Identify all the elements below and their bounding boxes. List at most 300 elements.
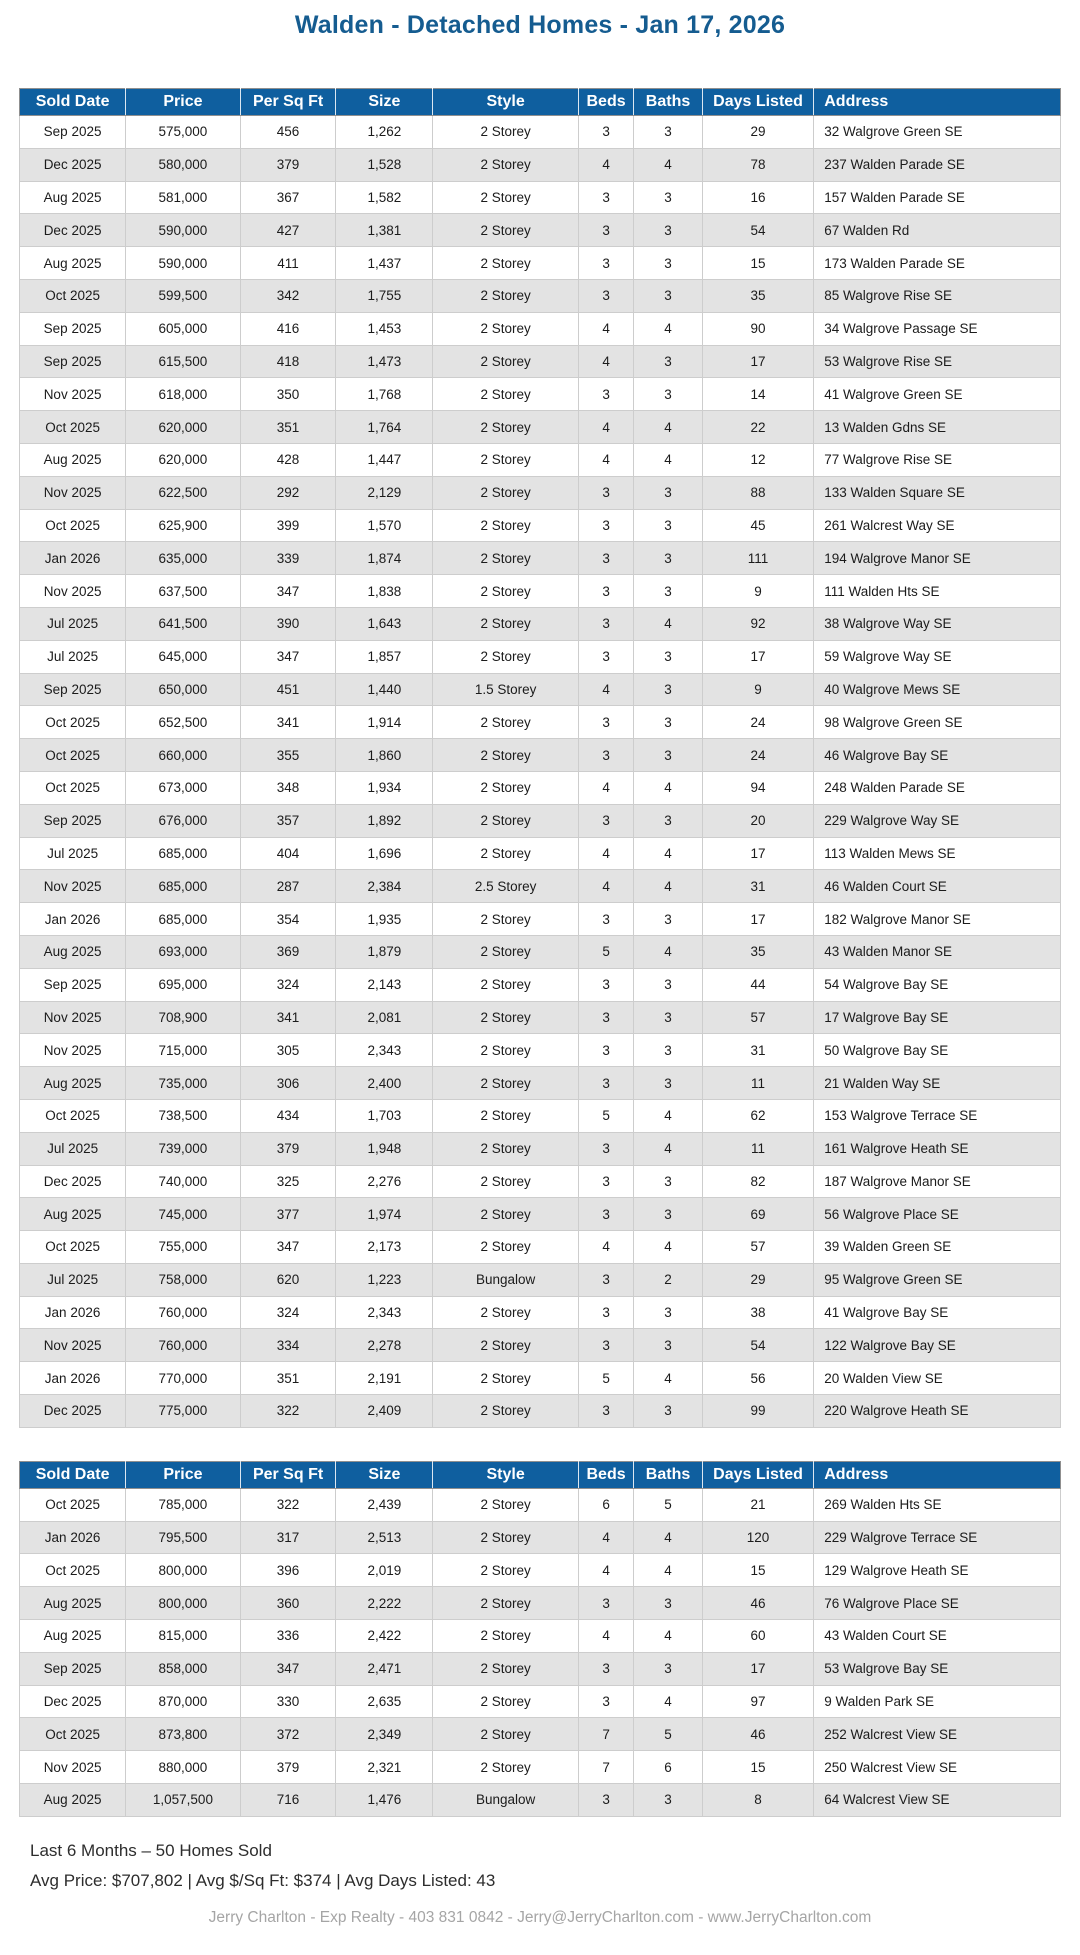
table-row bbox=[20, 1099, 1061, 1132]
table-row bbox=[20, 443, 1061, 476]
cell-baths: 4 bbox=[634, 837, 703, 870]
table-row bbox=[20, 312, 1061, 345]
cell-size: 1,935 bbox=[336, 903, 433, 936]
cell-beds: 3 bbox=[578, 247, 633, 280]
cell-baths: 3 bbox=[634, 345, 703, 378]
cell-beds: 3 bbox=[578, 279, 633, 312]
cell-days-listed: 14 bbox=[702, 378, 813, 411]
cell-address: 85 Walgrove Rise SE bbox=[814, 279, 1061, 312]
cell-address: 40 Walgrove Mews SE bbox=[814, 673, 1061, 706]
cell-days-listed: 12 bbox=[702, 443, 813, 476]
table-row bbox=[20, 771, 1061, 804]
cell-days-listed: 90 bbox=[702, 312, 813, 345]
table-row bbox=[20, 1296, 1061, 1329]
cell-days-listed: 111 bbox=[702, 542, 813, 575]
cell-style: 2 Storey bbox=[433, 1685, 579, 1718]
table-row bbox=[20, 1067, 1061, 1100]
table-row bbox=[20, 1001, 1061, 1034]
cell-price: 618,000 bbox=[126, 378, 241, 411]
cell-price: 590,000 bbox=[126, 247, 241, 280]
cell-per-sq-ft: 287 bbox=[240, 870, 336, 903]
cell-address: 43 Walden Manor SE bbox=[814, 935, 1061, 968]
cell-beds: 4 bbox=[578, 312, 633, 345]
cell-price: 620,000 bbox=[126, 443, 241, 476]
cell-sold-date: Aug 2025 bbox=[20, 181, 126, 214]
cell-beds: 3 bbox=[578, 1165, 633, 1198]
cell-baths: 4 bbox=[634, 1685, 703, 1718]
cell-days-listed: 60 bbox=[702, 1620, 813, 1653]
cell-address: 64 Walcrest View SE bbox=[814, 1784, 1061, 1817]
cell-baths: 3 bbox=[634, 640, 703, 673]
cell-style: 2 Storey bbox=[433, 640, 579, 673]
cell-address: 53 Walgrove Bay SE bbox=[814, 1652, 1061, 1685]
cell-price: 739,000 bbox=[126, 1132, 241, 1165]
cell-days-listed: 9 bbox=[702, 575, 813, 608]
cell-style: 2 Storey bbox=[433, 1554, 579, 1587]
table-row bbox=[20, 935, 1061, 968]
cell-sold-date: Jul 2025 bbox=[20, 837, 126, 870]
cell-beds: 3 bbox=[578, 706, 633, 739]
table-row bbox=[20, 378, 1061, 411]
cell-size: 1,860 bbox=[336, 739, 433, 772]
cell-sold-date: Jan 2026 bbox=[20, 1521, 126, 1554]
cell-days-listed: 56 bbox=[702, 1362, 813, 1395]
cell-baths: 2 bbox=[634, 1263, 703, 1296]
cell-sold-date: Nov 2025 bbox=[20, 1329, 126, 1362]
table-row bbox=[20, 542, 1061, 575]
cell-per-sq-ft: 347 bbox=[240, 575, 336, 608]
cell-beds: 4 bbox=[578, 837, 633, 870]
cell-size: 2,409 bbox=[336, 1395, 433, 1428]
cell-beds: 4 bbox=[578, 1620, 633, 1653]
cell-size: 1,696 bbox=[336, 837, 433, 870]
table-row bbox=[20, 345, 1061, 378]
cell-beds: 4 bbox=[578, 443, 633, 476]
cell-size: 1,473 bbox=[336, 345, 433, 378]
cell-days-listed: 35 bbox=[702, 935, 813, 968]
cell-sold-date: Aug 2025 bbox=[20, 247, 126, 280]
cell-days-listed: 31 bbox=[702, 1034, 813, 1067]
cell-size: 2,343 bbox=[336, 1296, 433, 1329]
cell-baths: 3 bbox=[634, 1198, 703, 1231]
cell-per-sq-ft: 396 bbox=[240, 1554, 336, 1587]
cell-address: 229 Walgrove Terrace SE bbox=[814, 1521, 1061, 1554]
cell-sold-date: Nov 2025 bbox=[20, 575, 126, 608]
cell-sold-date: Aug 2025 bbox=[20, 1587, 126, 1620]
cell-price: 676,000 bbox=[126, 804, 241, 837]
cell-sold-date: Oct 2025 bbox=[20, 1488, 126, 1521]
cell-baths: 4 bbox=[634, 1554, 703, 1587]
table-row bbox=[20, 1165, 1061, 1198]
cell-baths: 3 bbox=[634, 706, 703, 739]
cell-address: 229 Walgrove Way SE bbox=[814, 804, 1061, 837]
cell-days-listed: 88 bbox=[702, 476, 813, 509]
cell-days-listed: 24 bbox=[702, 739, 813, 772]
cell-per-sq-ft: 427 bbox=[240, 214, 336, 247]
cell-beds: 3 bbox=[578, 1001, 633, 1034]
cell-address: 77 Walgrove Rise SE bbox=[814, 443, 1061, 476]
cell-address: 98 Walgrove Green SE bbox=[814, 706, 1061, 739]
footer-contact: Jerry Charlton - Exp Realty - 403 831 0842 - Jerry@JerryCharlton.com - www.JerryCharlton.com bbox=[208, 1908, 872, 1926]
table-row bbox=[20, 1587, 1061, 1620]
cell-days-listed: 57 bbox=[702, 1231, 813, 1264]
cell-size: 1,838 bbox=[336, 575, 433, 608]
cell-size: 1,934 bbox=[336, 771, 433, 804]
column-header-price: Price bbox=[126, 1461, 241, 1488]
cell-style: 2 Storey bbox=[433, 542, 579, 575]
cell-baths: 3 bbox=[634, 804, 703, 837]
cell-per-sq-ft: 322 bbox=[240, 1488, 336, 1521]
cell-address: 46 Walgrove Bay SE bbox=[814, 739, 1061, 772]
cell-beds: 4 bbox=[578, 148, 633, 181]
cell-size: 1,440 bbox=[336, 673, 433, 706]
cell-per-sq-ft: 342 bbox=[240, 279, 336, 312]
cell-style: 2 Storey bbox=[433, 1751, 579, 1784]
cell-baths: 4 bbox=[634, 1132, 703, 1165]
cell-baths: 4 bbox=[634, 443, 703, 476]
cell-per-sq-ft: 305 bbox=[240, 1034, 336, 1067]
cell-sold-date: Nov 2025 bbox=[20, 870, 126, 903]
cell-price: 673,000 bbox=[126, 771, 241, 804]
cell-price: 740,000 bbox=[126, 1165, 241, 1198]
cell-sold-date: Oct 2025 bbox=[20, 706, 126, 739]
cell-days-listed: 17 bbox=[702, 837, 813, 870]
cell-baths: 3 bbox=[634, 575, 703, 608]
cell-size: 1,582 bbox=[336, 181, 433, 214]
cell-baths: 4 bbox=[634, 1231, 703, 1264]
cell-beds: 3 bbox=[578, 1132, 633, 1165]
cell-per-sq-ft: 456 bbox=[240, 116, 336, 149]
cell-per-sq-ft: 411 bbox=[240, 247, 336, 280]
cell-style: 2 Storey bbox=[433, 1132, 579, 1165]
cell-days-listed: 11 bbox=[702, 1067, 813, 1100]
cell-address: 95 Walgrove Green SE bbox=[814, 1263, 1061, 1296]
cell-address: 41 Walgrove Green SE bbox=[814, 378, 1061, 411]
summary bbox=[30, 1841, 1080, 1891]
cell-size: 1,223 bbox=[336, 1263, 433, 1296]
cell-style: 2 Storey bbox=[433, 575, 579, 608]
cell-size: 2,349 bbox=[336, 1718, 433, 1751]
table-row bbox=[20, 1751, 1061, 1784]
cell-price: 715,000 bbox=[126, 1034, 241, 1067]
sales-table-bottom bbox=[19, 1461, 1061, 1817]
cell-per-sq-ft: 369 bbox=[240, 935, 336, 968]
cell-price: 685,000 bbox=[126, 837, 241, 870]
cell-baths: 4 bbox=[634, 312, 703, 345]
cell-per-sq-ft: 428 bbox=[240, 443, 336, 476]
cell-address: 113 Walden Mews SE bbox=[814, 837, 1061, 870]
cell-per-sq-ft: 348 bbox=[240, 771, 336, 804]
cell-beds: 3 bbox=[578, 1685, 633, 1718]
table-row bbox=[20, 804, 1061, 837]
cell-per-sq-ft: 434 bbox=[240, 1099, 336, 1132]
cell-style: 2 Storey bbox=[433, 903, 579, 936]
cell-sold-date: Aug 2025 bbox=[20, 443, 126, 476]
cell-per-sq-ft: 390 bbox=[240, 607, 336, 640]
cell-days-listed: 21 bbox=[702, 1488, 813, 1521]
cell-address: 173 Walden Parade SE bbox=[814, 247, 1061, 280]
cell-price: 575,000 bbox=[126, 116, 241, 149]
cell-style: 2.5 Storey bbox=[433, 870, 579, 903]
cell-address: 20 Walden View SE bbox=[814, 1362, 1061, 1395]
cell-sold-date: Oct 2025 bbox=[20, 1231, 126, 1264]
cell-price: 635,000 bbox=[126, 542, 241, 575]
cell-beds: 4 bbox=[578, 870, 633, 903]
cell-baths: 3 bbox=[634, 1395, 703, 1428]
cell-address: 261 Walcrest Way SE bbox=[814, 509, 1061, 542]
cell-price: 758,000 bbox=[126, 1263, 241, 1296]
cell-beds: 3 bbox=[578, 968, 633, 1001]
cell-baths: 3 bbox=[634, 903, 703, 936]
column-header-baths: Baths bbox=[634, 1461, 703, 1488]
cell-days-listed: 17 bbox=[702, 345, 813, 378]
header-row bbox=[20, 1461, 1061, 1488]
cell-address: 34 Walgrove Passage SE bbox=[814, 312, 1061, 345]
cell-address: 67 Walden Rd bbox=[814, 214, 1061, 247]
cell-baths: 3 bbox=[634, 1296, 703, 1329]
cell-beds: 3 bbox=[578, 575, 633, 608]
cell-days-listed: 97 bbox=[702, 1685, 813, 1718]
cell-size: 1,764 bbox=[336, 411, 433, 444]
cell-size: 2,129 bbox=[336, 476, 433, 509]
cell-beds: 3 bbox=[578, 214, 633, 247]
cell-days-listed: 92 bbox=[702, 607, 813, 640]
cell-address: 122 Walgrove Bay SE bbox=[814, 1329, 1061, 1362]
cell-price: 620,000 bbox=[126, 411, 241, 444]
cell-address: 248 Walden Parade SE bbox=[814, 771, 1061, 804]
cell-style: 2 Storey bbox=[433, 1067, 579, 1100]
cell-beds: 5 bbox=[578, 935, 633, 968]
cell-address: 46 Walden Court SE bbox=[814, 870, 1061, 903]
table-row bbox=[20, 1198, 1061, 1231]
table-row bbox=[20, 1554, 1061, 1587]
cell-beds: 4 bbox=[578, 1554, 633, 1587]
cell-baths: 4 bbox=[634, 1362, 703, 1395]
cell-style: 2 Storey bbox=[433, 739, 579, 772]
cell-sold-date: Jul 2025 bbox=[20, 607, 126, 640]
cell-price: 685,000 bbox=[126, 870, 241, 903]
cell-price: 755,000 bbox=[126, 1231, 241, 1264]
cell-style: 2 Storey bbox=[433, 476, 579, 509]
cell-price: 880,000 bbox=[126, 1751, 241, 1784]
cell-price: 795,500 bbox=[126, 1521, 241, 1554]
cell-style: 2 Storey bbox=[433, 411, 579, 444]
cell-per-sq-ft: 341 bbox=[240, 1001, 336, 1034]
cell-days-listed: 69 bbox=[702, 1198, 813, 1231]
cell-per-sq-ft: 322 bbox=[240, 1395, 336, 1428]
cell-style: 2 Storey bbox=[433, 1001, 579, 1034]
cell-size: 1,755 bbox=[336, 279, 433, 312]
cell-style: 2 Storey bbox=[433, 1587, 579, 1620]
cell-size: 1,437 bbox=[336, 247, 433, 280]
cell-baths: 4 bbox=[634, 1521, 703, 1554]
cell-days-listed: 57 bbox=[702, 1001, 813, 1034]
cell-days-listed: 11 bbox=[702, 1132, 813, 1165]
cell-price: 800,000 bbox=[126, 1554, 241, 1587]
cell-style: 2 Storey bbox=[433, 935, 579, 968]
cell-baths: 3 bbox=[634, 1329, 703, 1362]
cell-per-sq-ft: 347 bbox=[240, 640, 336, 673]
cell-style: 2 Storey bbox=[433, 1521, 579, 1554]
cell-address: 157 Walden Parade SE bbox=[814, 181, 1061, 214]
cell-per-sq-ft: 324 bbox=[240, 1296, 336, 1329]
cell-days-listed: 16 bbox=[702, 181, 813, 214]
cell-address: 194 Walgrove Manor SE bbox=[814, 542, 1061, 575]
cell-days-listed: 20 bbox=[702, 804, 813, 837]
cell-beds: 3 bbox=[578, 1395, 633, 1428]
cell-per-sq-ft: 341 bbox=[240, 706, 336, 739]
cell-sold-date: Jan 2026 bbox=[20, 903, 126, 936]
cell-per-sq-ft: 355 bbox=[240, 739, 336, 772]
table-row bbox=[20, 870, 1061, 903]
cell-style: 2 Storey bbox=[433, 116, 579, 149]
cell-beds: 3 bbox=[578, 509, 633, 542]
column-header-beds: Beds bbox=[578, 89, 633, 116]
cell-size: 2,143 bbox=[336, 968, 433, 1001]
cell-sold-date: Dec 2025 bbox=[20, 1165, 126, 1198]
cell-days-listed: 15 bbox=[702, 1554, 813, 1587]
cell-days-listed: 9 bbox=[702, 673, 813, 706]
cell-style: 2 Storey bbox=[433, 1718, 579, 1751]
cell-baths: 3 bbox=[634, 673, 703, 706]
cell-style: 2 Storey bbox=[433, 1034, 579, 1067]
cell-size: 1,892 bbox=[336, 804, 433, 837]
table-row bbox=[20, 411, 1061, 444]
table-header bbox=[20, 1461, 1061, 1488]
cell-beds: 3 bbox=[578, 1652, 633, 1685]
cell-days-listed: 38 bbox=[702, 1296, 813, 1329]
cell-style: 2 Storey bbox=[433, 1362, 579, 1395]
cell-address: 220 Walgrove Heath SE bbox=[814, 1395, 1061, 1428]
cell-address: 182 Walgrove Manor SE bbox=[814, 903, 1061, 936]
cell-style: 2 Storey bbox=[433, 1652, 579, 1685]
cell-days-listed: 94 bbox=[702, 771, 813, 804]
cell-days-listed: 120 bbox=[702, 1521, 813, 1554]
cell-sold-date: Oct 2025 bbox=[20, 739, 126, 772]
cell-size: 2,422 bbox=[336, 1620, 433, 1653]
cell-per-sq-ft: 360 bbox=[240, 1587, 336, 1620]
cell-baths: 4 bbox=[634, 870, 703, 903]
cell-address: 41 Walgrove Bay SE bbox=[814, 1296, 1061, 1329]
cell-baths: 3 bbox=[634, 1034, 703, 1067]
cell-style: 2 Storey bbox=[433, 706, 579, 739]
cell-size: 2,173 bbox=[336, 1231, 433, 1264]
cell-sold-date: Oct 2025 bbox=[20, 1718, 126, 1751]
column-header-days-listed: Days Listed bbox=[702, 1461, 813, 1488]
sales-table-top bbox=[19, 88, 1061, 1428]
cell-per-sq-ft: 404 bbox=[240, 837, 336, 870]
cell-price: 652,500 bbox=[126, 706, 241, 739]
cell-beds: 3 bbox=[578, 1329, 633, 1362]
cell-beds: 3 bbox=[578, 542, 633, 575]
cell-per-sq-ft: 347 bbox=[240, 1652, 336, 1685]
cell-sold-date: Nov 2025 bbox=[20, 476, 126, 509]
cell-style: 2 Storey bbox=[433, 214, 579, 247]
cell-address: 39 Walden Green SE bbox=[814, 1231, 1061, 1264]
cell-style: 2 Storey bbox=[433, 312, 579, 345]
cell-sold-date: Oct 2025 bbox=[20, 279, 126, 312]
cell-days-listed: 24 bbox=[702, 706, 813, 739]
cell-days-listed: 45 bbox=[702, 509, 813, 542]
table-row bbox=[20, 640, 1061, 673]
cell-style: 2 Storey bbox=[433, 1329, 579, 1362]
cell-baths: 3 bbox=[634, 214, 703, 247]
cell-address: 59 Walgrove Way SE bbox=[814, 640, 1061, 673]
cell-style: 2 Storey bbox=[433, 443, 579, 476]
cell-baths: 3 bbox=[634, 1001, 703, 1034]
cell-size: 2,222 bbox=[336, 1587, 433, 1620]
cell-size: 2,384 bbox=[336, 870, 433, 903]
cell-style: Bungalow bbox=[433, 1263, 579, 1296]
cell-price: 580,000 bbox=[126, 148, 241, 181]
cell-address: 269 Walden Hts SE bbox=[814, 1488, 1061, 1521]
cell-days-listed: 78 bbox=[702, 148, 813, 181]
table-row bbox=[20, 1263, 1061, 1296]
cell-days-listed: 29 bbox=[702, 1263, 813, 1296]
table-row bbox=[20, 1521, 1061, 1554]
table-row bbox=[20, 968, 1061, 1001]
cell-beds: 3 bbox=[578, 607, 633, 640]
cell-per-sq-ft: 716 bbox=[240, 1784, 336, 1817]
cell-per-sq-ft: 306 bbox=[240, 1067, 336, 1100]
cell-price: 800,000 bbox=[126, 1587, 241, 1620]
table-row bbox=[20, 1620, 1061, 1653]
table-row bbox=[20, 706, 1061, 739]
cell-per-sq-ft: 357 bbox=[240, 804, 336, 837]
cell-address: 129 Walgrove Heath SE bbox=[814, 1554, 1061, 1587]
cell-address: 32 Walgrove Green SE bbox=[814, 116, 1061, 149]
cell-baths: 3 bbox=[634, 247, 703, 280]
cell-style: 2 Storey bbox=[433, 279, 579, 312]
cell-baths: 4 bbox=[634, 148, 703, 181]
cell-sold-date: Oct 2025 bbox=[20, 411, 126, 444]
cell-days-listed: 17 bbox=[702, 640, 813, 673]
cell-sold-date: Dec 2025 bbox=[20, 148, 126, 181]
cell-size: 2,278 bbox=[336, 1329, 433, 1362]
cell-beds: 3 bbox=[578, 804, 633, 837]
column-header-style: Style bbox=[433, 1461, 579, 1488]
cell-style: 2 Storey bbox=[433, 837, 579, 870]
cell-per-sq-ft: 379 bbox=[240, 148, 336, 181]
summary-averages: Avg Price: $707,802 | Avg $/Sq Ft: $374 | Avg Days Listed: 43 bbox=[30, 1870, 496, 1890]
cell-baths: 3 bbox=[634, 509, 703, 542]
cell-per-sq-ft: 379 bbox=[240, 1751, 336, 1784]
cell-per-sq-ft: 418 bbox=[240, 345, 336, 378]
cell-beds: 3 bbox=[578, 739, 633, 772]
cell-size: 1,974 bbox=[336, 1198, 433, 1231]
table-row bbox=[20, 1329, 1061, 1362]
cell-beds: 3 bbox=[578, 1587, 633, 1620]
table-row bbox=[20, 739, 1061, 772]
cell-size: 1,570 bbox=[336, 509, 433, 542]
cell-beds: 3 bbox=[578, 640, 633, 673]
cell-price: 650,000 bbox=[126, 673, 241, 706]
cell-per-sq-ft: 292 bbox=[240, 476, 336, 509]
cell-beds: 7 bbox=[578, 1718, 633, 1751]
table-row bbox=[20, 673, 1061, 706]
cell-sold-date: Jan 2026 bbox=[20, 1362, 126, 1395]
cell-size: 1,914 bbox=[336, 706, 433, 739]
cell-size: 1,643 bbox=[336, 607, 433, 640]
cell-beds: 3 bbox=[578, 1784, 633, 1817]
cell-beds: 3 bbox=[578, 1263, 633, 1296]
table-row bbox=[20, 1132, 1061, 1165]
table-row bbox=[20, 509, 1061, 542]
cell-beds: 3 bbox=[578, 476, 633, 509]
cell-size: 2,439 bbox=[336, 1488, 433, 1521]
table-row bbox=[20, 181, 1061, 214]
cell-per-sq-ft: 336 bbox=[240, 1620, 336, 1653]
